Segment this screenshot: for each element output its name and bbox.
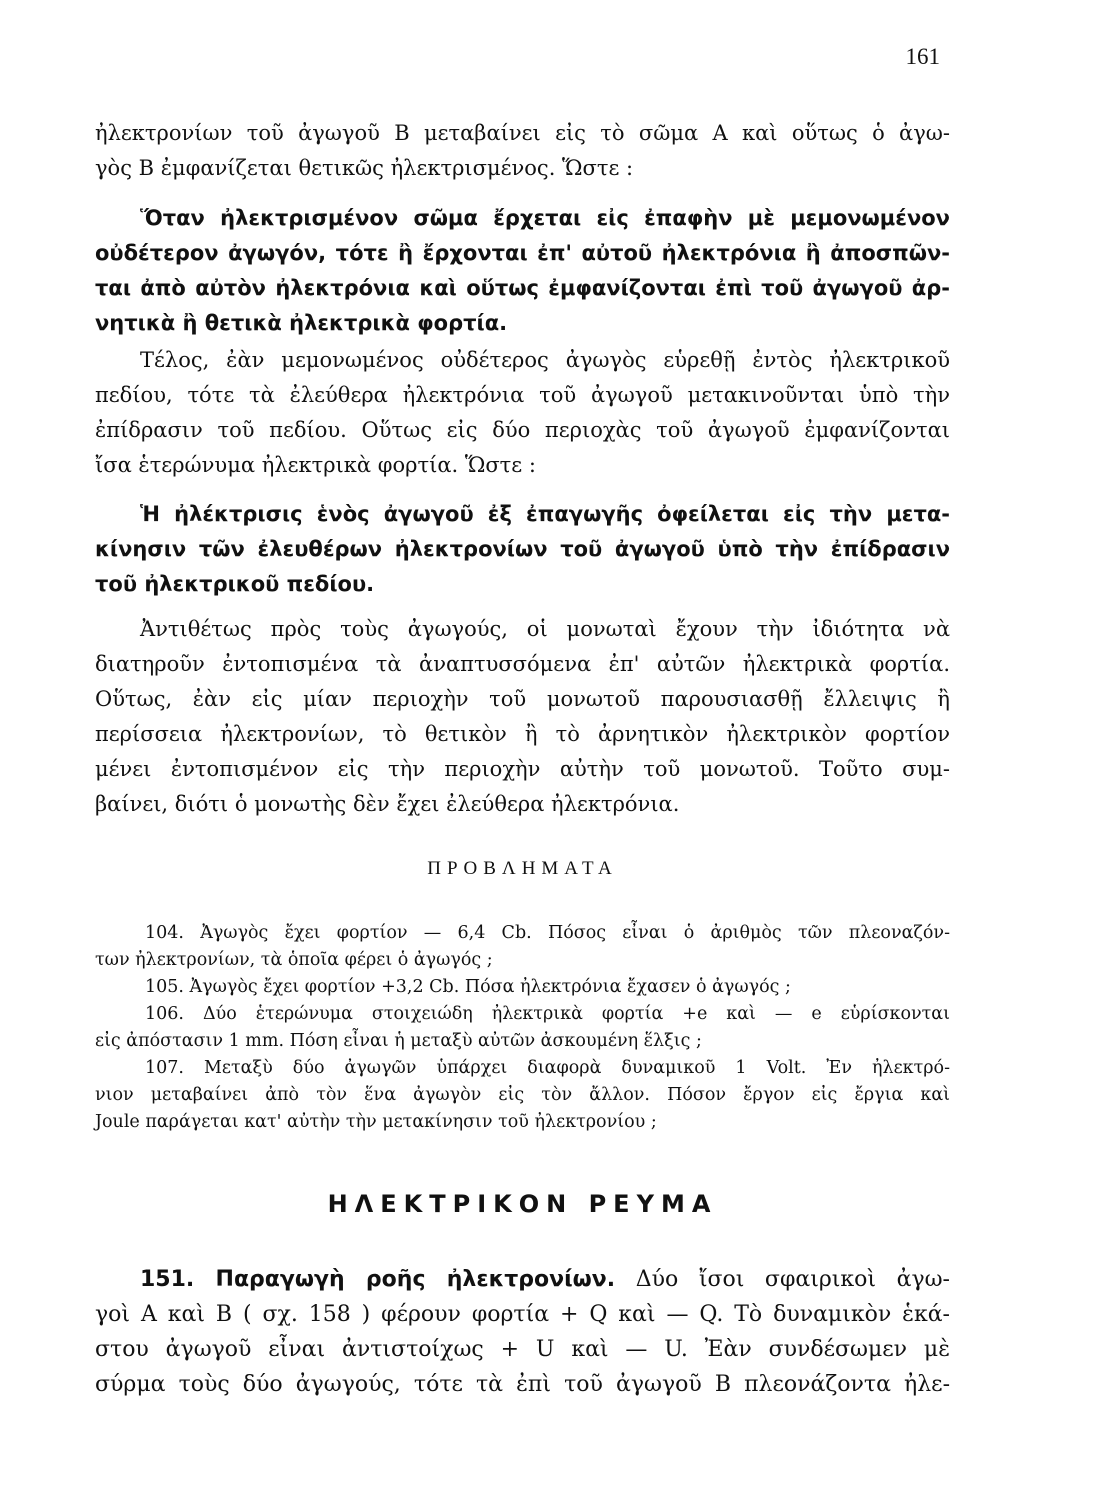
text-line: διατηροῦν ἐντοπισμένα τὰ ἀναπτυσσόμενα ἐπ' αὐτῶν ἠλεκτρικὰ φορτία.	[95, 652, 950, 676]
text-line: ἐπίδρασιν τοῦ πεδίου. Οὕτως εἰς δύο περιοχὰς τοῦ ἀγωγοῦ ἐμφανίζονται	[95, 418, 950, 442]
problem-line: 106. Δύο ἑτερώνυμα στοιχειώδη ἠλεκτρικὰ φορτία +e καὶ — e εὑρίσκονται	[145, 1004, 950, 1024]
text-line: βαίνει, διότι ὁ μονωτὴς δὲν ἔχει ἐλεύθερα ἠλεκτρόνια.	[95, 792, 680, 816]
problem-line: 107. Μεταξὺ δύο ἀγωγῶν ὑπάρχει διαφορὰ δυναμικοῦ 1 Volt. Ἐν ἠλεκτρό-	[145, 1058, 950, 1078]
section-151-first-line: Δύο ἴσοι σφαιρικοὶ ἀγω-	[615, 1267, 950, 1292]
problem-line: Joule παράγεται κατ' αὐτὴν τὴν μετακίνησιν τοῦ ἠλεκτρονίου ;	[95, 1112, 657, 1132]
problems-list	[95, 920, 950, 1136]
text-line: Ὅταν ἠλεκτρισμένον σῶμα ἔρχεται εἰς ἐπαφὴν μὲ μεμονωμένον	[140, 206, 950, 230]
text-line: τοῦ ἠλεκτρικοῦ πεδίου.	[95, 572, 375, 596]
text-line	[95, 1262, 950, 1297]
paragraph-insulators	[95, 612, 950, 822]
problem-line: των ἠλεκτρονίων, τὰ ὁποῖα φέρει ὁ ἀγωγός ;	[95, 950, 493, 970]
text-line: σύρμα τοὺς δύο ἀγωγούς, τότε τὰ ἐπὶ τοῦ ἀγωγοῦ Β πλεονάζοντα ἠλε-	[95, 1372, 950, 1397]
text-line: στου ἀγωγοῦ εἶναι ἀντιστοίχως + U καὶ — U. Ἐὰν συνδέσωμεν μὲ	[95, 1337, 950, 1362]
text-line: γὸς Β ἐμφανίζεται θετικῶς ἠλεκτρισμένος. Ὥστε :	[95, 156, 634, 180]
problem-line: 105. Ἀγωγὸς ἔχει φορτίον +3,2 Cb. Πόσα ἠλεκτρόνια ἔχασεν ὁ ἀγωγός ;	[145, 977, 791, 997]
paragraph-induction	[95, 343, 950, 483]
problem-line: 104. Ἀγωγὸς ἔχει φορτίον — 6,4 Cb. Πόσος εἶναι ὁ ἀριθμὸς τῶν πλεοναζόν-	[145, 923, 950, 943]
problem-line: εἰς ἀπόστασιν 1 mm. Πόση εἶναι ἡ μεταξὺ αὐτῶν ἀσκουμένη ἕλξις ;	[95, 1031, 702, 1051]
text-line: Οὕτως, ἐὰν εἰς μίαν περιοχὴν τοῦ μονωτοῦ παρουσιασθῇ ἔλλειψις ἢ	[95, 687, 950, 711]
paragraph-continuation	[95, 116, 950, 186]
text-line: ἠλεκτρονίων τοῦ ἀγωγοῦ Β μεταβαίνει εἰς τὸ σῶμα Α καὶ οὕτως ὁ ἀγω-	[95, 121, 950, 145]
text-line: Τέλος, ἐὰν μεμονωμένος οὐδέτερος ἀγωγὸς εὑρεθῇ ἐντὸς ἠλεκτρικοῦ	[140, 348, 950, 372]
text-line: μένει ἐντοπισμένον εἰς τὴν περιοχὴν αὐτὴν τοῦ μονωτοῦ. Τοῦτο συμ-	[95, 757, 950, 781]
page-number: 161	[905, 44, 940, 69]
rule-induction	[95, 497, 950, 602]
text-line: ἴσα ἑτερώνυμα ἠλεκτρικὰ φορτία. Ὥστε :	[95, 453, 536, 477]
text-line: Ἡ ἠλέκτρισις ἑνὸς ἀγωγοῦ ἐξ ἐπαγωγῆς ὀφείλεται εἰς τὴν μετα-	[140, 502, 950, 526]
text-line: Ἀντιθέτως πρὸς τοὺς ἀγωγούς, οἱ μονωταὶ ἔχουν τὴν ἰδιότητα νὰ	[140, 617, 950, 641]
problem-line: νιον μεταβαίνει ἀπὸ τὸν ἕνα ἀγωγὸν εἰς τὸν ἄλλον. Πόσον ἔργον εἰς ἔργια καὶ	[95, 1085, 950, 1105]
section-title: ΗΛΕΚΤΡΙΚΟΝ ΡΕΥΜΑ	[327, 1190, 718, 1218]
text-line: ται ἀπὸ αὐτὸν ἠλεκτρόνια καὶ οὕτως ἐμφανίζονται ἐπὶ τοῦ ἀγωγοῦ ἀρ-	[95, 276, 950, 300]
text-line: κίνησιν τῶν ἐλευθέρων ἠλεκτρονίων τοῦ ἀγωγοῦ ὑπὸ τὴν ἐπίδρασιν	[95, 537, 950, 561]
rule-conduction	[95, 201, 950, 341]
section-151-heading: 151. Παραγωγὴ ροῆς ἠλεκτρονίων.	[140, 1267, 616, 1292]
text-line: νητικὰ ἢ θετικὰ ἠλεκτρικὰ φορτία.	[95, 311, 508, 335]
text-line: οὐδέτερον ἀγωγόν, τότε ἢ ἔρχονται ἐπ' αὐτοῦ ἠλεκτρόνια ἢ ἀποσπῶν-	[95, 241, 950, 265]
problems-heading: ΠΡΟΒΛΗΜΑΤΑ	[427, 858, 618, 879]
section-151	[95, 1262, 950, 1402]
text-line: πεδίου, τότε τὰ ἐλεύθερα ἠλεκτρόνια τοῦ ἀγωγοῦ μετακινοῦνται ὑπὸ τὴν	[95, 383, 950, 407]
text-line: περίσσεια ἠλεκτρονίων, τὸ θετικὸν ἢ τὸ ἀρνητικὸν ἠλεκτρικὸν φορτίον	[95, 722, 950, 746]
text-line: γοὶ Α καὶ Β ( σχ. 158 ) φέρουν φορτία + Q καὶ — Q. Τὸ δυναμικὸν ἑκά-	[95, 1302, 950, 1327]
